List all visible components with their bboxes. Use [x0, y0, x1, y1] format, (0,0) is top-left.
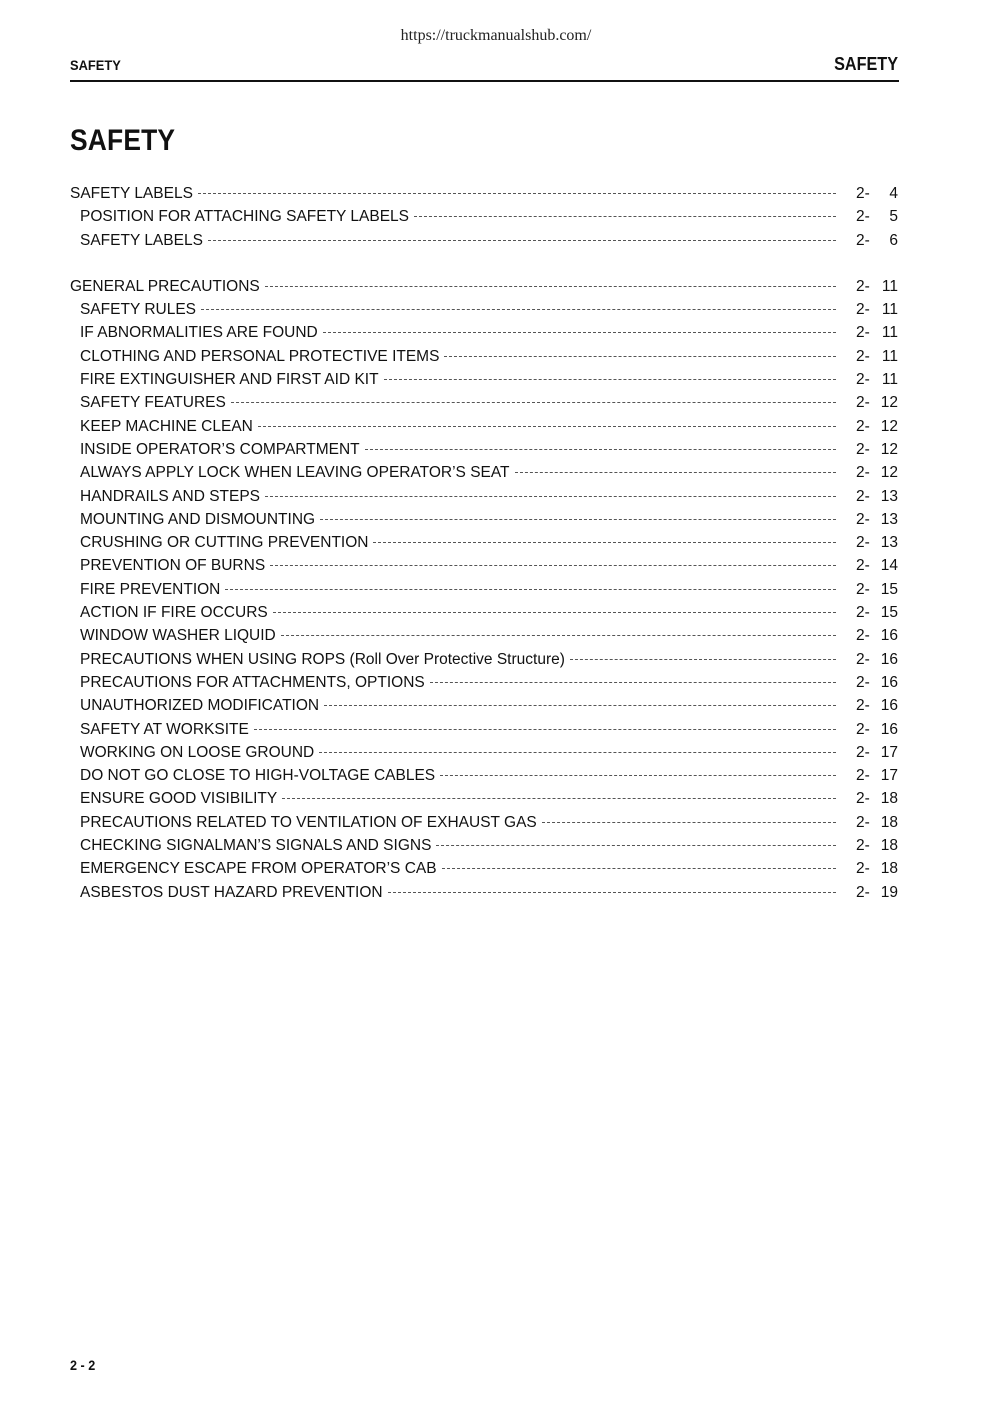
toc-leader-dots: [265, 286, 836, 287]
toc-page-ref: [856, 554, 898, 577]
toc-subentry[interactable]: [70, 554, 898, 577]
toc-page-number: 4: [889, 185, 898, 202]
toc-entry-title: ENSURE GOOD VISIBILITY: [80, 790, 278, 808]
toc-section-prefix: 2-: [856, 534, 870, 552]
toc-leader-dots: [542, 822, 836, 823]
toc-page-number: 13: [880, 534, 898, 552]
toc-entry-title: PRECAUTIONS RELATED TO VENTILATION OF EXHAUST GAS: [80, 813, 537, 831]
toc-page-ref: [856, 834, 898, 857]
toc-section-prefix: 2-: [856, 580, 870, 598]
toc-entry-title: EMERGENCY ESCAPE FROM OPERATOR’S CAB: [80, 860, 437, 878]
toc-section-prefix: 2-: [856, 277, 870, 295]
toc-section-prefix: 2-: [856, 813, 870, 831]
toc-entry-title: FIRE PREVENTION: [80, 580, 221, 598]
toc-page-number: 14: [880, 557, 898, 575]
toc-entry-title: FIRE EXTINGUISHER AND FIRST AID KIT: [80, 371, 379, 389]
toc-section-prefix: 2-: [856, 487, 870, 505]
toc-entry-title: WORKING ON LOOSE GROUND: [80, 743, 315, 761]
header-section-right: SAFETY: [834, 54, 898, 74]
toc-section-prefix: 2-: [856, 464, 870, 482]
toc-subentry[interactable]: [70, 205, 898, 228]
toc-subentry[interactable]: [70, 508, 898, 531]
toc-leader-dots: [373, 542, 836, 543]
toc-subentry[interactable]: [70, 694, 898, 717]
toc-subentry[interactable]: [70, 648, 898, 671]
toc-entry-title: IF ABNORMALITIES ARE FOUND: [80, 324, 318, 342]
toc-section-prefix: 2-: [856, 860, 870, 878]
toc-section-prefix: 2-: [856, 697, 870, 715]
toc-section-prefix: 2-: [856, 347, 870, 365]
toc-leader-dots: [365, 449, 836, 450]
toc-leader-dots: [201, 309, 836, 310]
toc-leader-dots: [414, 216, 836, 217]
toc-subentry[interactable]: [70, 345, 898, 368]
toc-subentry[interactable]: [70, 811, 898, 834]
toc-entry-title: INSIDE OPERATOR’S COMPARTMENT: [80, 440, 360, 458]
toc-entry-title: KEEP MACHINE CLEAN: [80, 417, 253, 435]
toc-section-prefix: 2-: [856, 790, 870, 808]
toc-subentry[interactable]: [70, 764, 898, 787]
toc-page-ref: [856, 438, 898, 461]
toc-page-ref: [856, 298, 898, 321]
toc-page-ref: [856, 229, 898, 252]
toc-leader-dots: [444, 356, 836, 357]
toc-section-prefix: 2-: [856, 650, 870, 668]
toc-page-ref: [856, 694, 898, 717]
toc-subentry[interactable]: [70, 834, 898, 857]
toc-section-prefix: 2-: [856, 767, 870, 785]
toc-page-number: 18: [880, 813, 898, 831]
toc-subentry[interactable]: [70, 718, 898, 741]
toc-entry-title: PRECAUTIONS FOR ATTACHMENTS, OPTIONS: [80, 673, 425, 691]
toc-subentry[interactable]: [70, 531, 898, 554]
toc-page-ref: [856, 485, 898, 508]
toc-leader-dots: [198, 193, 836, 194]
toc-page-number: 16: [880, 720, 898, 738]
toc-leader-dots: [442, 868, 836, 869]
toc-entry-title: ALWAYS APPLY LOCK WHEN LEAVING OPERATOR’S SEAT: [80, 464, 510, 482]
toc-subentry[interactable]: [70, 229, 898, 252]
header-section-left: SAFETY: [70, 57, 121, 73]
toc-page-number: 6: [889, 231, 898, 249]
toc-page-ref: [856, 321, 898, 344]
toc-page-number: 16: [880, 697, 898, 715]
toc-section-prefix: 2-: [856, 510, 870, 528]
toc-leader-dots: [273, 612, 836, 613]
toc-page-ref: [856, 205, 898, 228]
toc-page-ref: [856, 811, 898, 834]
toc-page-number: 11: [881, 324, 898, 342]
toc-page-ref: [856, 718, 898, 741]
toc-entry-title: MOUNTING AND DISMOUNTING: [80, 510, 316, 528]
toc-entry-title: ASBESTOS DUST HAZARD PREVENTION: [80, 883, 383, 901]
toc-page-number: 5: [889, 208, 898, 226]
toc-page-number: 12: [880, 417, 898, 435]
toc-page-number: 11: [881, 347, 898, 365]
toc-page-ref: [856, 345, 898, 368]
toc-page-number: 11: [881, 277, 898, 295]
toc-page-number: 16: [880, 627, 898, 645]
toc-page-ref: [856, 461, 898, 484]
toc-leader-dots: [436, 845, 836, 846]
toc-section-prefix: 2-: [856, 627, 870, 645]
toc-entry-title: CHECKING SIGNALMAN’S SIGNALS AND SIGNS: [80, 837, 432, 855]
toc-entry-title: POSITION FOR ATTACHING SAFETY LABELS: [80, 208, 410, 226]
toc-subentry[interactable]: [70, 624, 898, 647]
toc-entry-title: ACTION IF FIRE OCCURS: [80, 604, 268, 622]
toc-page-number: 16: [880, 673, 898, 691]
toc-leader-dots: [281, 635, 836, 636]
toc-section-prefix: 2-: [856, 440, 870, 458]
toc-page-ref: [856, 578, 898, 601]
toc-page-number: 12: [880, 464, 898, 482]
toc-section-prefix: 2-: [856, 208, 870, 226]
toc-leader-dots: [258, 426, 836, 427]
toc-entry-title: PREVENTION OF BURNS: [80, 557, 266, 575]
toc-entry-title: CLOTHING AND PERSONAL PROTECTIVE ITEMS: [80, 347, 440, 365]
toc-page-number: 15: [880, 604, 898, 622]
toc-subentry[interactable]: [70, 787, 898, 810]
toc-page-number: 17: [880, 743, 898, 761]
toc-subentry[interactable]: [70, 368, 898, 391]
toc-page-ref: [856, 368, 898, 391]
toc-leader-dots: [319, 752, 836, 753]
toc-page-ref: [856, 787, 898, 810]
toc-page-ref: [856, 601, 898, 624]
toc-entry-title: CRUSHING OR CUTTING PREVENTION: [80, 534, 369, 552]
toc-section-prefix: 2-: [856, 301, 870, 319]
toc-subentry[interactable]: [70, 601, 898, 624]
toc-entry-title: PRECAUTIONS WHEN USING ROPS (Roll Over Protective Structure): [80, 650, 565, 668]
toc-entry-title: SAFETY FEATURES: [80, 394, 226, 412]
toc-leader-dots: [323, 332, 836, 333]
page-number: 2 - 2: [70, 1357, 96, 1373]
toc-entry[interactable]: [70, 182, 898, 205]
toc-page-number: 15: [880, 580, 898, 598]
toc-subentry[interactable]: [70, 741, 898, 764]
toc-page-number: 18: [880, 860, 898, 878]
source-url: https://truckmanualshub.com/: [400, 27, 592, 44]
toc-page-number: 12: [880, 394, 898, 412]
header-divider: [70, 80, 899, 82]
page-title: SAFETY: [70, 124, 176, 157]
toc-subentry[interactable]: [70, 391, 898, 414]
toc-section-prefix: 2-: [856, 837, 870, 855]
toc-subentry[interactable]: [70, 485, 898, 508]
toc-subentry[interactable]: [70, 438, 898, 461]
toc-leader-dots: [515, 472, 836, 473]
toc-entry-title: SAFETY LABELS: [70, 185, 193, 202]
toc-entry-title: GENERAL PRECAUTIONS: [70, 277, 260, 295]
toc-leader-dots: [320, 519, 836, 520]
toc-leader-dots: [265, 496, 836, 497]
toc-entry-title: DO NOT GO CLOSE TO HIGH-VOLTAGE CABLES: [80, 767, 436, 785]
toc-section-prefix: 2-: [856, 394, 870, 412]
toc-section-prefix: 2-: [856, 604, 870, 622]
toc-page-ref: [856, 881, 898, 904]
toc-entry-title: WINDOW WASHER LIQUID: [80, 627, 276, 645]
toc-page-number: 16: [880, 650, 898, 668]
toc-page-number: 12: [880, 440, 898, 458]
toc-page-number: 11: [881, 301, 898, 319]
toc-subentry[interactable]: [70, 578, 898, 601]
toc-section-prefix: 2-: [856, 883, 870, 901]
toc-section-prefix: 2-: [856, 743, 870, 761]
toc-page-ref: [856, 741, 898, 764]
toc-leader-dots: [440, 775, 836, 776]
toc-subentry[interactable]: [70, 461, 898, 484]
toc-page-number: 13: [880, 510, 898, 528]
toc-section-prefix: 2-: [856, 324, 870, 342]
toc-section-prefix: 2-: [856, 371, 870, 389]
toc-page-number: 18: [880, 790, 898, 808]
toc-page-ref: [856, 624, 898, 647]
toc-leader-dots: [570, 659, 836, 660]
toc-page-ref: [856, 275, 898, 298]
toc-section-prefix: 2-: [856, 557, 870, 575]
toc-leader-dots: [208, 240, 836, 241]
toc-page-ref: [856, 857, 898, 880]
toc-leader-dots: [282, 798, 836, 799]
toc-leader-dots: [384, 379, 836, 380]
toc-section-prefix: 2-: [856, 417, 870, 435]
toc-section-prefix: 2-: [856, 673, 870, 691]
toc-leader-dots: [225, 589, 836, 590]
table-of-contents: [70, 182, 898, 904]
toc-page-ref: [856, 415, 898, 438]
toc-subentry[interactable]: [70, 857, 898, 880]
toc-page-ref: [856, 182, 898, 205]
toc-subentry[interactable]: [70, 415, 898, 438]
toc-entry[interactable]: [70, 275, 898, 298]
toc-page-number: 13: [880, 487, 898, 505]
toc-entry-title: SAFETY LABELS: [80, 231, 203, 249]
toc-page-number: 18: [880, 837, 898, 855]
toc-entry-title: HANDRAILS AND STEPS: [80, 487, 261, 505]
toc-subentry[interactable]: [70, 671, 898, 694]
toc-leader-dots: [324, 705, 836, 706]
toc-section-prefix: 2-: [856, 231, 870, 249]
toc-section-prefix: 2-: [856, 720, 870, 738]
toc-page-ref: [856, 648, 898, 671]
toc-subentry[interactable]: [70, 321, 898, 344]
toc-page-ref: [856, 391, 898, 414]
toc-page-number: 19: [880, 883, 898, 901]
toc-subentry[interactable]: [70, 881, 898, 904]
toc-section-prefix: 2-: [856, 185, 870, 202]
toc-leader-dots: [270, 565, 836, 566]
toc-leader-dots: [430, 682, 836, 683]
toc-entry-title: SAFETY RULES: [80, 301, 197, 319]
toc-page-number: 17: [880, 767, 898, 785]
toc-page-number: 11: [881, 371, 898, 389]
toc-leader-dots: [231, 402, 836, 403]
toc-page-ref: [856, 531, 898, 554]
toc-subentry[interactable]: [70, 298, 898, 321]
toc-page-ref: [856, 764, 898, 787]
toc-page-ref: [856, 671, 898, 694]
toc-page-ref: [856, 508, 898, 531]
toc-leader-dots: [254, 729, 836, 730]
toc-entry-title: UNAUTHORIZED MODIFICATION: [80, 697, 320, 715]
toc-entry-title: SAFETY AT WORKSITE: [80, 720, 249, 738]
toc-leader-dots: [388, 892, 836, 893]
